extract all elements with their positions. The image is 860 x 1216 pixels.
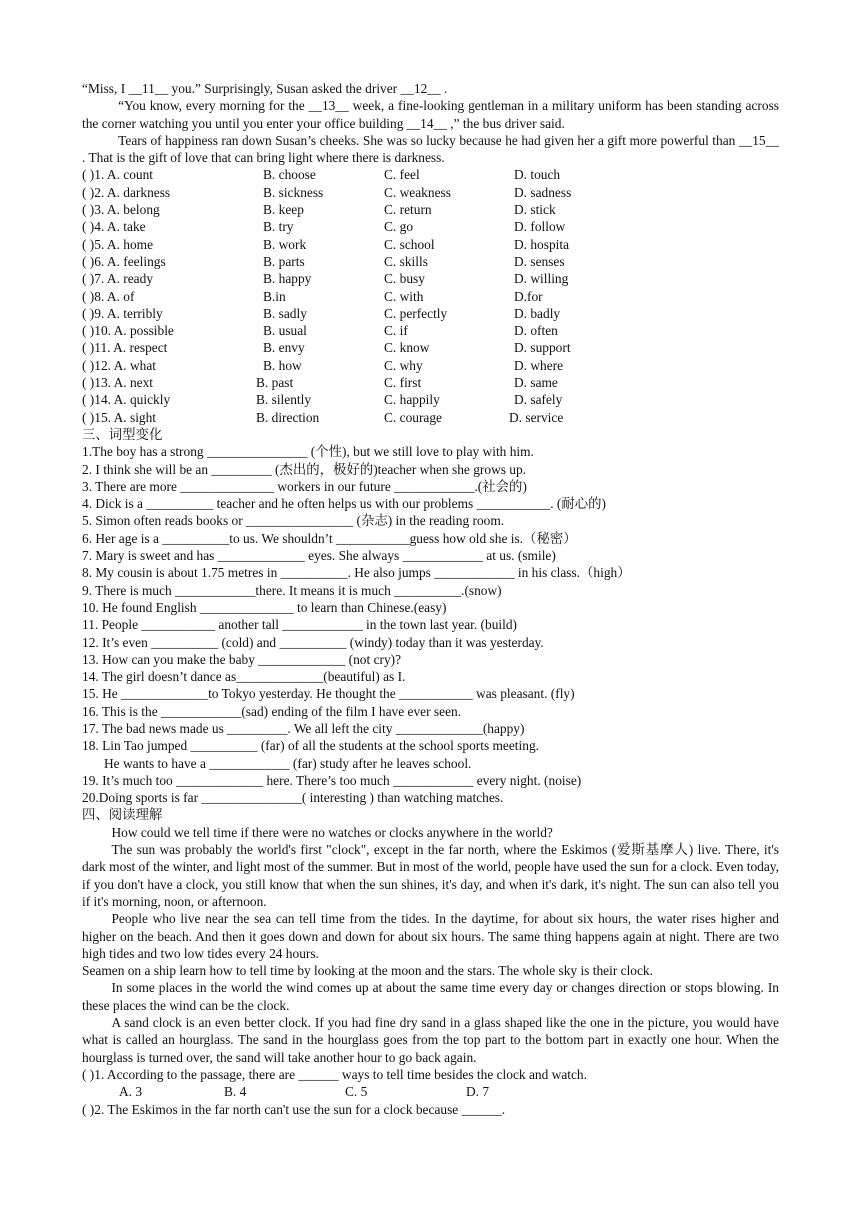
option-row: ( )4. A. take B. try C. go D. follow [82, 219, 566, 235]
option-row: ( )13. A. next B. past C. first D. same [82, 375, 558, 391]
option-row: ( )10. A. possible B. usual C. if D. often [82, 323, 558, 339]
list-item: 5. Simon often reads books or ________________ (杂志) in the reading room. [82, 513, 505, 529]
list-item: 6. Her age is a __________to us. We shouldn’t ___________guess how old she is.（秘密） [82, 530, 577, 546]
list-item: 19. It’s much too _____________ here. There’s too much ____________ every night. (noise) [82, 772, 582, 788]
list-item: 4. Dick is a __________ teacher and he often helps us with our problems ___________. (耐心的) [82, 496, 606, 512]
list-item: 8. My cousin is about 1.75 metres in __________. He also jumps ____________ in his class.（high） [82, 565, 631, 581]
option-c: C. 5 [345, 1084, 368, 1100]
option-row: ( )12. A. what B. how C. why D. where [82, 357, 564, 373]
reading-question-1: ( )1. According to the passage, there are ______ ways to tell time besides the clock and watch. [82, 1066, 587, 1082]
list-item: 15. He _____________to Tokyo yesterday. He thought the ___________ was pleasant. (fly) [82, 686, 575, 702]
option-a: A. 3 [119, 1084, 143, 1100]
reading-paragraph: How could we tell time if there were no watches or clocks anywhere in the world? [111, 824, 553, 840]
list-item: 20.Doing sports is far _______________( interesting ) than watching matches. [82, 790, 504, 806]
list-item: 17. The bad news made us _________. We all left the city _____________(happy) [82, 720, 525, 736]
option-row: ( )7. A. ready B. happy C. busy D. willing [82, 271, 569, 287]
option-row: ( )2. A. darkness B. sickness C. weakness D. sadness [82, 184, 572, 200]
option-row: ( )6. A. feelings B. parts C. skills D. senses [82, 253, 565, 269]
document-page [82, 80, 779, 1118]
list-item: 9. There is much ____________there. It means it is much __________.(snow) [82, 582, 502, 598]
word-forms-list [82, 443, 779, 806]
passage-paragraph-1: “Miss, I __11__ you.” Surprisingly, Susan asked the driver __12__ . [82, 81, 448, 96]
option-row: ( )1. A. count B. choose C. feel D. touch [82, 167, 561, 183]
question-1-options [82, 1083, 779, 1100]
list-item: 13. How can you make the baby _____________ (not cry)? [82, 651, 402, 667]
option-row: ( )3. A. belong B. keep C. return D. stick [82, 202, 556, 218]
reading-paragraph: In some places in the world the wind comes up at about the same time every day or changes direction or stops blowing. In these places the wind can be the clock. [82, 980, 779, 1013]
option-b: B. 4 [224, 1084, 247, 1100]
option-row: ( )11. A. respect B. envy C. know D. support [82, 340, 571, 356]
reading-paragraph: A sand clock is an even better clock. If you had fine dry sand in a glass shaped like the one in the picture, you would have what is called an hourglass. The sand in the hourglass goes from the top part to the bottom part in exactly one hour. When the hourglass is turned over, the sand will take another hour to go back again. [82, 1015, 779, 1065]
reading-paragraph: Seamen on a ship learn how to tell time by looking at the moon and the stars. The whole sky is their clock. [82, 963, 653, 979]
list-item: 1.The boy has a strong _______________ (个性), but we still love to play with him. [82, 444, 534, 460]
list-item: 11. People ___________ another tall ____________ in the town last year. (build) [82, 617, 518, 633]
reading-paragraph: People who live near the sea can tell time from the tides. In the daytime, for about six hours, the water rises higher and higher on the beach. And then it goes down and down for about six hours. The same thing happens again at night. There are two high tides and two low tides every 24 hours. [82, 911, 779, 961]
option-row: ( )5. A. home B. work C. school D. hospita [82, 236, 570, 252]
section-heading-reading: 四、阅读理解 [82, 807, 163, 823]
passage-paragraph-2: “You know, every morning for the __13__ week, a fine-looking gentleman in a military uniform has been standing across the corner watching you until you enter your office building __14__ ,” the bus driver said. [82, 98, 779, 131]
reading-paragraph: The sun was probably the world's first "clock", except in the far north, where the Eskimos (爱斯基摩人) live. There, it's dark most of the winter, and light most of the summer. But in most of the world, people have used the sun for a clock. Even today, if you don't have a clock, you still know that when the sun shines, it's day, and when it's dark, it's night. The sun can also tell you if it's morning, noon, or afternoon. [82, 842, 779, 909]
section-heading-word-forms: 三、词型变化 [82, 426, 163, 442]
list-item: 14. The girl doesn’t dance as_____________(beautiful) as I. [82, 669, 406, 685]
list-item: 3. There are more ______________ workers in our future ____________.(社会的) [82, 478, 527, 494]
list-item: 16. This is the ____________(sad) ending of the film I have ever seen. [82, 703, 462, 719]
list-item: 18. Lin Tao jumped __________ (far) of all the students at the school sports meeting. [82, 738, 539, 754]
option-row: ( )14. A. quickly B. silently C. happily D. safely [82, 392, 563, 408]
list-item: He wants to have a ____________ (far) study after he leaves school. [104, 755, 472, 771]
list-item: 10. He found English ______________ to learn than Chinese.(easy) [82, 599, 447, 615]
list-item: 7. Mary is sweet and has _____________ eyes. She always ____________ at us. (smile) [82, 548, 556, 564]
cloze-options-list [82, 166, 779, 425]
list-item: 12. It’s even __________ (cold) and __________ (windy) today than it was yesterday. [82, 634, 544, 650]
option-d: D. 7 [466, 1084, 490, 1100]
reading-question-2: ( )2. The Eskimos in the far north can't use the sun for a clock because ______. [82, 1101, 506, 1117]
list-item: 2. I think she will be an _________ (杰出的，极好的)teacher when she grows up. [82, 461, 527, 477]
option-row: ( )8. A. of B.in C. with D.for [82, 288, 543, 304]
passage-paragraph-3: Tears of happiness ran down Susan’s cheeks. She was so lucky because he had given her a gift more powerful than __15__ . That is the gift of love that can bring light where there is darkness. [82, 132, 779, 166]
option-row: ( )9. A. terribly B. sadly C. perfectly D. badly [82, 305, 561, 321]
option-row: ( )15. A. sight B. direction C. courage D. service [82, 409, 564, 425]
